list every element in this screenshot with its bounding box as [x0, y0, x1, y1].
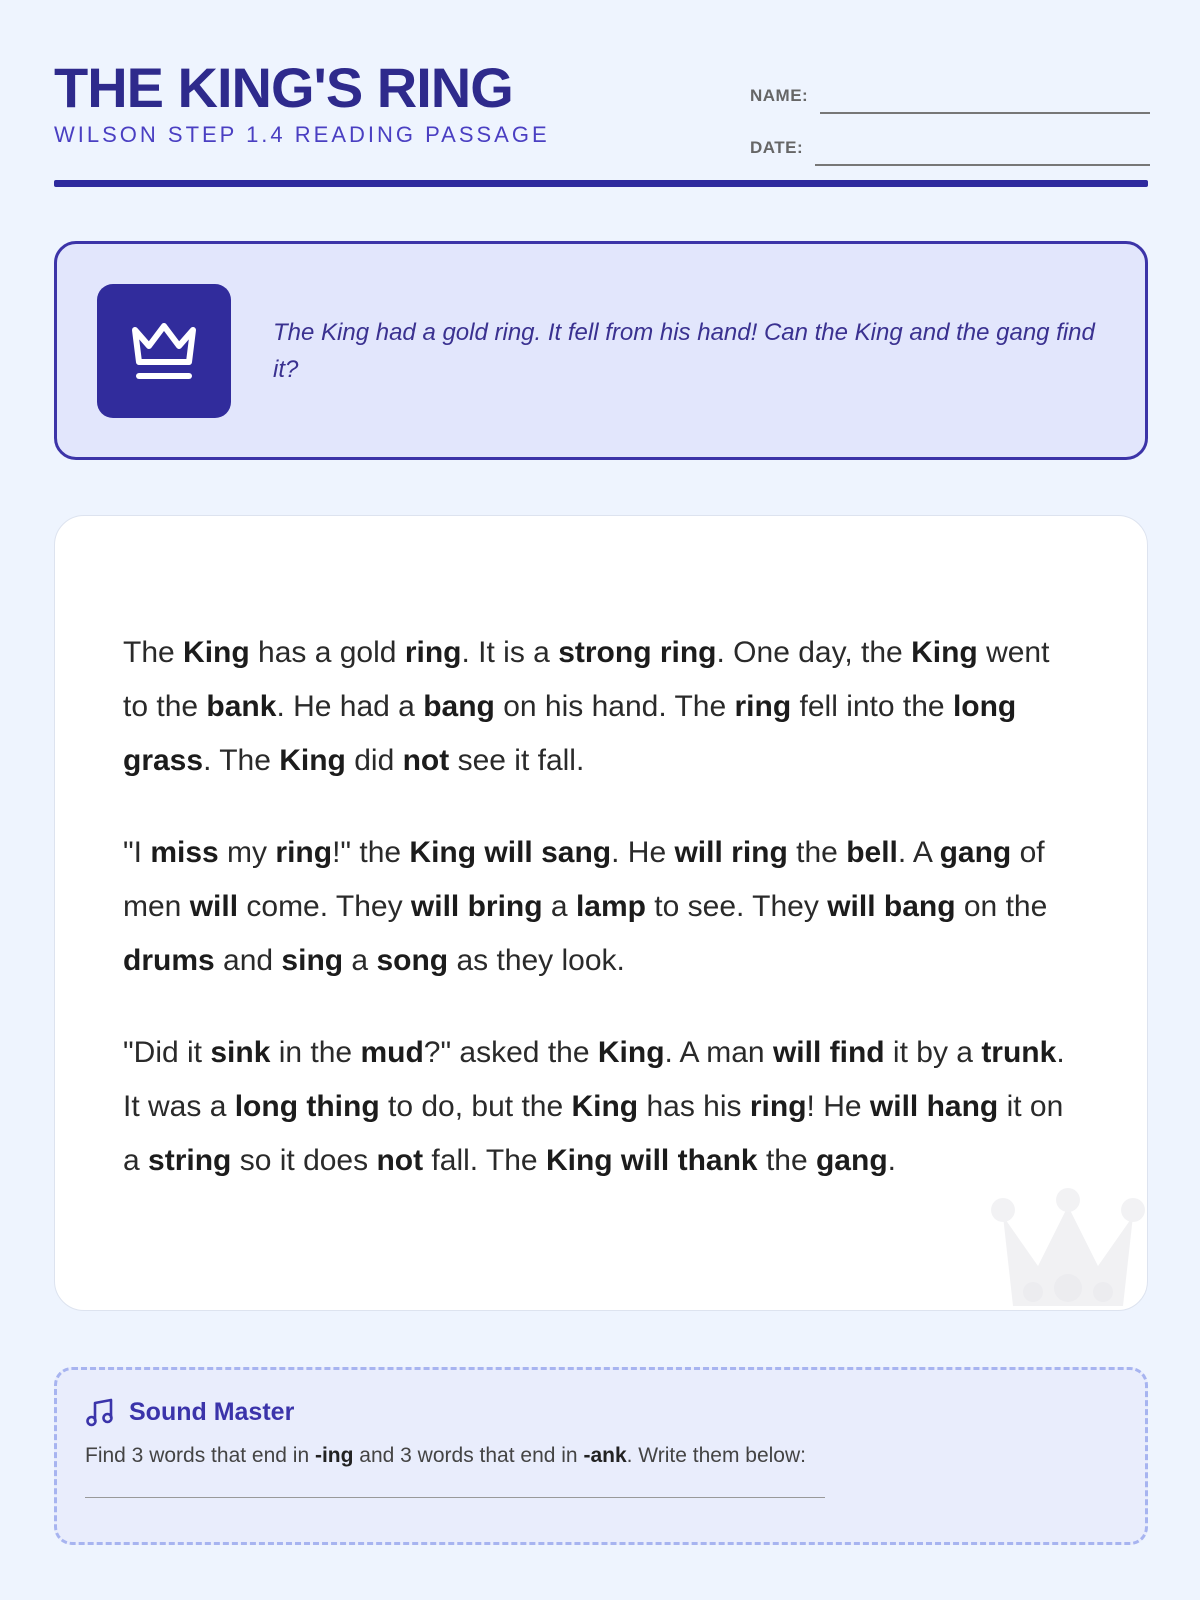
highlighted-word: ring — [275, 836, 333, 869]
highlighted-word: will bang — [827, 890, 956, 923]
highlighted-word: long thing — [234, 1090, 380, 1123]
highlighted-word: song — [376, 944, 449, 977]
highlighted-word: -ank — [583, 1444, 627, 1467]
reading-passage — [54, 515, 1148, 1311]
worksheet-header — [54, 56, 1148, 186]
page-title: THE KING'S RING — [54, 56, 513, 119]
crown-watermark-icon — [983, 1176, 1148, 1311]
highlighted-word: ring — [404, 636, 462, 669]
music-note-icon — [85, 1397, 115, 1427]
name-row — [750, 62, 1150, 114]
highlighted-word: sink — [210, 1036, 271, 1069]
passage-paragraph: "Did it sink in the mud?" asked the King. A man will find it by a trunk. It was a long thing to do, but the King has his ring! He will hang it on a string so it does not fall. The King will thank the gang. — [123, 1036, 1065, 1177]
highlighted-word: lamp — [575, 890, 646, 923]
page-subtitle: WILSON STEP 1.4 READING PASSAGE — [54, 122, 550, 147]
highlighted-word: strong ring — [558, 636, 717, 669]
sound-master-header — [85, 1392, 1117, 1432]
highlighted-word: will ring — [674, 836, 788, 869]
highlighted-word: bang — [423, 690, 495, 723]
highlighted-word: will bring — [410, 890, 543, 923]
highlighted-word: will hang — [869, 1090, 999, 1123]
date-label: DATE: — [750, 138, 804, 157]
intro-text: The King had a gold ring. It fell from his hand! Can the King and the gang find it? — [273, 318, 1095, 383]
passage-paragraph: The King has a gold ring. It is a strong ring. One day, the King went to the bank. He had a bang on his hand. The ring fell into the long grass. The King did not see it fall. — [123, 636, 1050, 777]
highlighted-word: not — [376, 1144, 424, 1177]
highlighted-word: King will thank — [545, 1144, 758, 1177]
highlighted-word: gang — [939, 836, 1012, 869]
highlighted-word: gang — [815, 1144, 888, 1177]
highlighted-word: long grass — [123, 690, 1017, 777]
highlighted-word: ring — [749, 1090, 807, 1123]
intro-box — [54, 241, 1148, 460]
highlighted-word: will find — [772, 1036, 885, 1069]
student-info — [750, 62, 1150, 166]
name-field[interactable] — [820, 86, 1150, 114]
highlighted-word: miss — [150, 836, 219, 869]
date-row — [750, 114, 1150, 166]
highlighted-word: drums — [123, 944, 215, 977]
sound-master-box — [54, 1367, 1148, 1545]
crown-icon — [97, 284, 231, 418]
highlighted-word: not — [402, 744, 450, 777]
sound-master-instructions: Find 3 words that end in -ing and 3 words that end in -ank. Write them below: — [85, 1444, 806, 1467]
highlighted-word: string — [148, 1144, 232, 1177]
name-label: NAME: — [750, 86, 809, 105]
highlighted-word: King — [911, 636, 978, 669]
highlighted-word: -ing — [314, 1444, 354, 1467]
highlighted-word: King — [279, 744, 346, 777]
date-field[interactable] — [815, 138, 1150, 166]
highlighted-word: King — [597, 1036, 665, 1069]
highlighted-word: King will sang — [409, 836, 612, 869]
highlighted-word: mud — [360, 1036, 424, 1069]
highlighted-word: trunk — [981, 1036, 1057, 1069]
passage-paragraph: "I miss my ring!" the King will sang. He will ring the bell. A gang of men will come. They will bring a lamp to see. They will bang on the drums and sing a song as they look. — [123, 836, 1048, 977]
highlighted-word: will — [189, 890, 239, 923]
highlighted-word: ring — [734, 690, 792, 723]
highlighted-word: King — [183, 636, 250, 669]
highlighted-word: sing — [281, 944, 344, 977]
header-divider — [54, 180, 1148, 187]
highlighted-word: King — [571, 1090, 639, 1123]
highlighted-word: bank — [206, 690, 277, 723]
sound-master-title: Sound Master — [129, 1397, 295, 1426]
answer-line[interactable] — [85, 1482, 825, 1498]
highlighted-word: bell — [846, 836, 898, 869]
